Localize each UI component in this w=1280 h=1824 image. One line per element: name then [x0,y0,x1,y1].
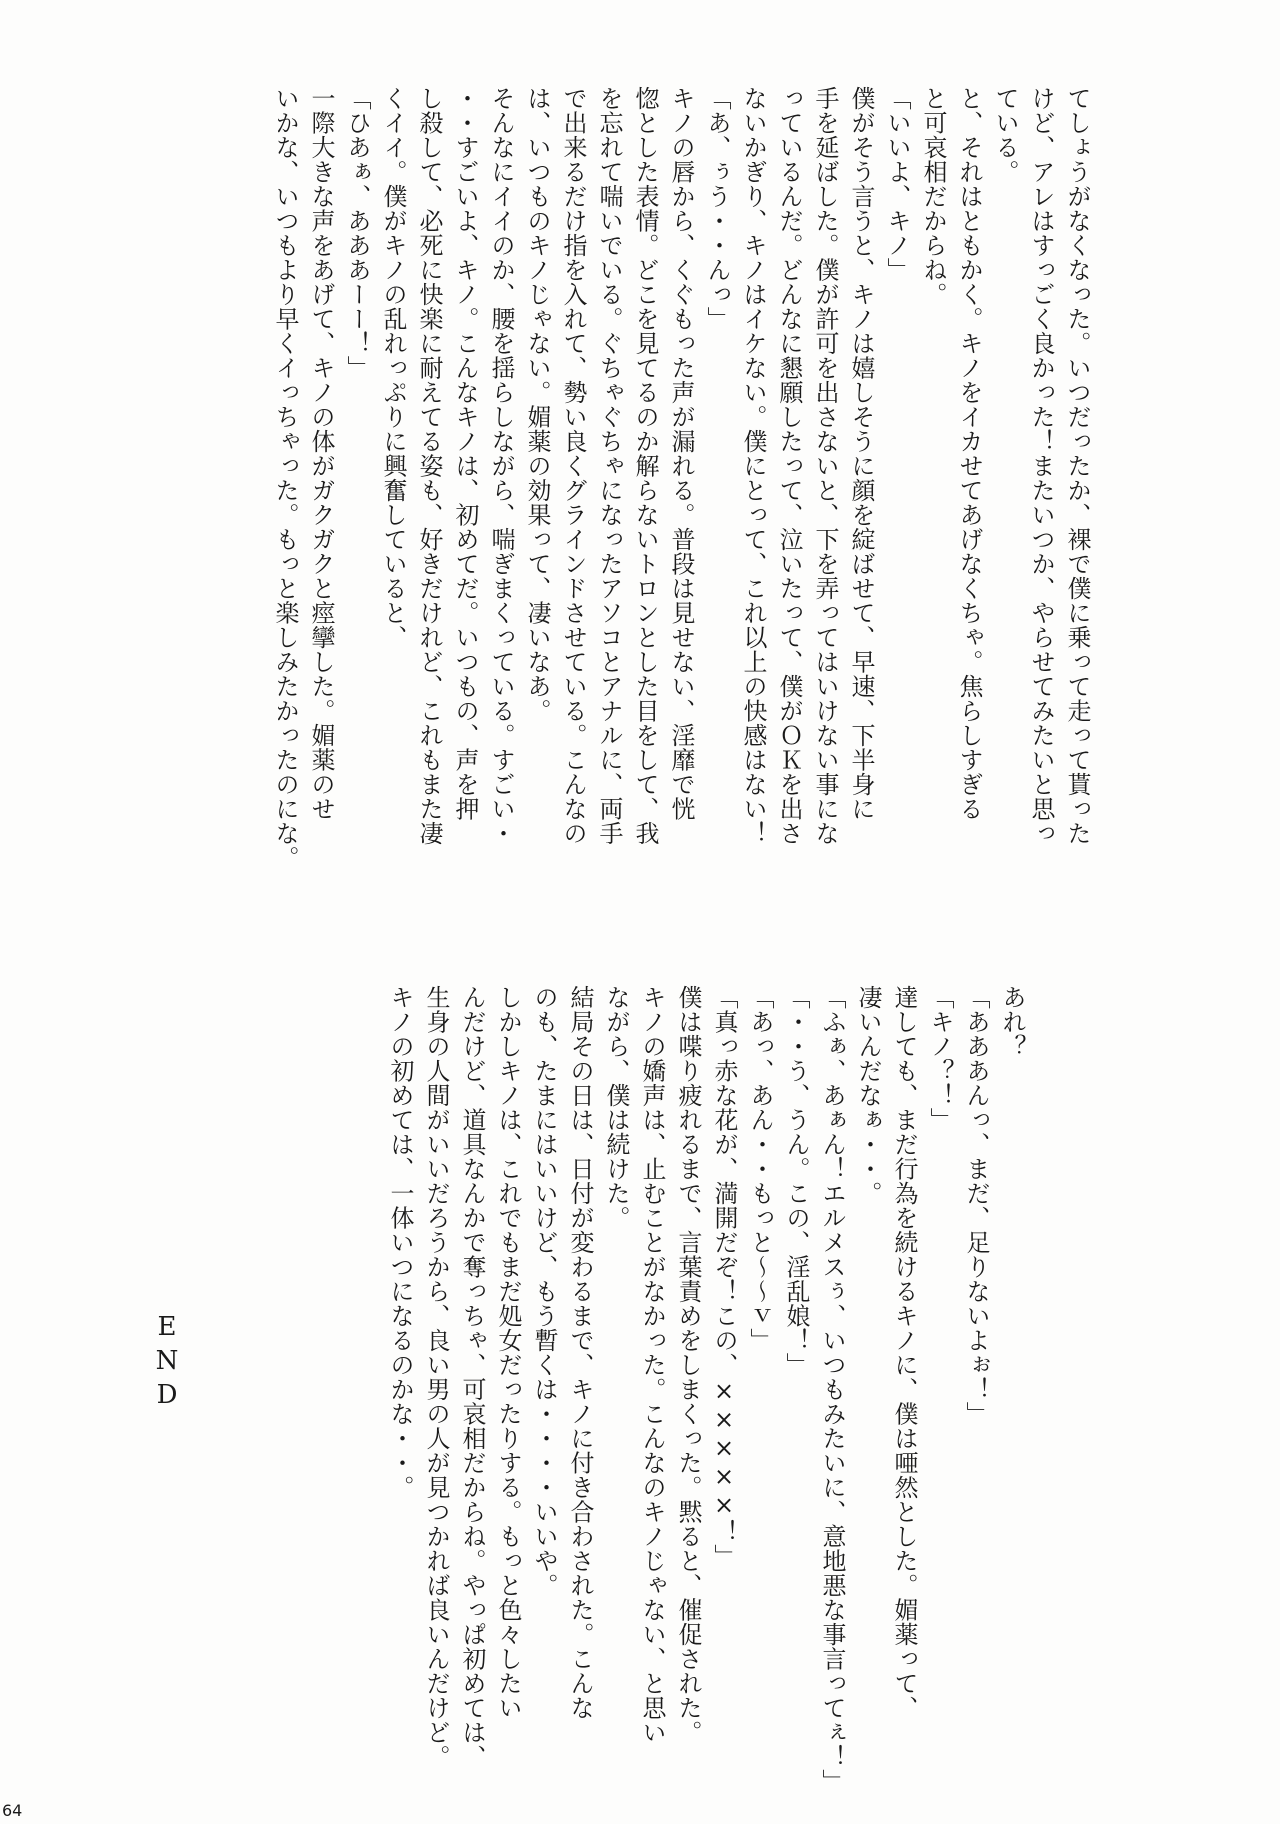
story-section-bottom [382,985,1030,1794]
text-line: ないかぎり、キノはイケない。僕にとって、これ以上の快感はない！ [739,86,767,846]
text-line: ている。 [991,86,1019,184]
text-line: っているんだ。どんなに懇願したって、泣いたって、僕がＯＫを出さ [775,86,803,846]
text-line: けど、アレはすっごく良かった！またいつか、やらせてみたいと思っ [1027,86,1055,846]
text-line: 凄いんだなぁ・・。 [854,985,882,1206]
text-line: んだけど、道具なんかで奪っちゃ、可哀相だからね。やっぱ初めては、 [458,985,486,1769]
text-line: 「あっ、あん・・もっと〜〜ｖ」 [746,985,774,1353]
story-section-top [267,86,1095,926]
page-number: 64 [2,1801,23,1820]
text-line: 僕がそう言うと、キノは嬉しそうに顔を綻ばせて、早速、下半身に [847,86,875,821]
text-line: 惚とした表情。どこを見てるのか解らないトロンとした目をして、我 [631,86,659,846]
text-line: は、いつものキノじゃない。媚薬の効果って、凄いなあ。 [523,86,551,723]
text-line: 「あ、ぅう・・んっ」 [703,86,731,331]
end-mark: END [152,1312,182,1414]
text-line: いかな、いつもより早くイっちゃった。もっと楽しみたかったのにな。 [271,86,299,870]
text-line: 結局その日は、日付が変わるまで、キノに付き合わされた。こんな [566,985,594,1720]
text-line: 「・・う、うん。この、淫乱娘！」 [782,985,810,1377]
text-line: と、それはともかく。キノをイカせてあげなくちゃ。焦らしすぎる [955,86,983,821]
text-line: 達しても、まだ行為を続けるキノに、僕は唖然とした。媚薬って、 [890,985,918,1720]
text-line: 一際大きな声をあげて、キノの体がガクガクと痙攣した。媚薬のせ [307,86,335,821]
text-line: で出来るだけ指を入れて、勢い良くグラインドさせている。こんなの [559,86,587,846]
text-line: くイイ。僕がキノの乱れっぷりに興奮していると、 [379,86,407,650]
text-line: てしょうがなくなった。いつだったか、裸で僕に乗って走って貰った [1063,86,1091,846]
text-line: と可哀相だからね。 [919,86,947,307]
text-line: を忘れて喘いでいる。ぐちゃぐちゃになったアソコとアナルに、両手 [595,86,623,846]
text-line: 「キノ？！」 [926,985,954,1132]
text-line: 「ふぁ、あぁん！エルメスぅ、いつもみたいに、意地悪な事言ってぇ！」 [818,985,846,1794]
text-line: のも、たまにはいいけど、もう暫くは・・・・いいや。 [530,985,558,1598]
text-line: キノの嬌声は、止むことがなかった。こんなのキノじゃない、と思い [638,985,666,1745]
text-line: キノの唇から、くぐもった声が漏れる。普段は見せない、淫靡で恍 [667,86,695,821]
text-line: 僕は喋り疲れるまで、言葉責めをしまくった。黙ると、催促された。 [674,985,702,1745]
text-line: ・・すごいよ、キノ。こんなキノは、初めてだ。いつもの、声を押 [451,86,479,821]
text-line: 手を延ばした。僕が許可を出さないと、下を弄ってはいけない事にな [811,86,839,846]
text-line: 「いいよ、キノ」 [883,86,911,282]
text-line: キノの初めては、一体いつになるのかな・・。 [386,985,414,1500]
text-line: 生身の人間がいいだろうから、良い男の人が見つかれば良いんだけど。 [422,985,450,1769]
text-line: 「ひあぁ、あああーー！」 [343,86,371,380]
text-line: 「真っ赤な花が、満開だぞ！この、×××××！」 [710,985,738,1569]
text-line: ながら、僕は続けた。 [602,985,630,1230]
text-line: しかしキノは、これでもまだ処女だったりする。もっと色々したい [494,985,522,1720]
text-line: そんなにイイのか、腰を揺らしながら、喘ぎまくっている。すごい・ [487,86,515,846]
text-line: 「あああんっ、まだ、足りないよぉ！」 [962,985,990,1426]
text-line: あれ？ [998,985,1026,1059]
text-line: し殺して、必死に快楽に耐えてる姿も、好きだけれど、これもまた凄 [415,86,443,846]
